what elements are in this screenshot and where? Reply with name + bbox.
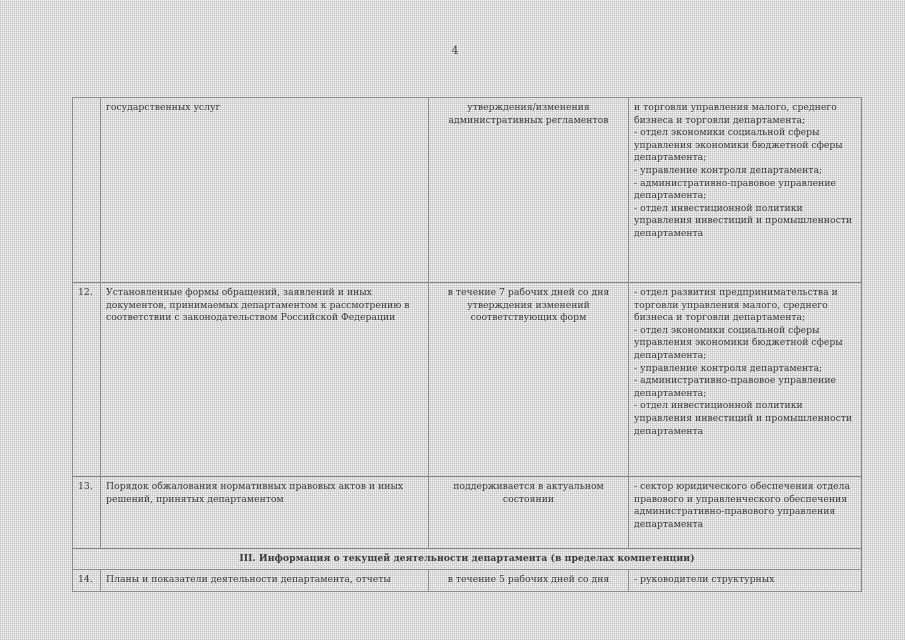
info-name-cell: Планы и показатели деятельности департамента, отчеты bbox=[101, 569, 429, 591]
responsible-cell: - сектор юридического обеспечения отдела правового и управленческого обеспечения административно-правового управления департамента bbox=[629, 477, 862, 549]
section-heading: III. Информация о текущей деятельности департамента (в пределах компетенции) bbox=[73, 549, 862, 570]
row-number: 14. bbox=[73, 569, 101, 591]
info-name-cell: государственных услуг bbox=[101, 98, 429, 283]
deadline-cell: утверждения/изменения административных регламентов bbox=[429, 98, 629, 283]
row-number: 13. bbox=[73, 477, 101, 549]
section-row bbox=[73, 549, 862, 570]
table-row bbox=[73, 569, 862, 591]
responsible-cell: и торговли управления малого, среднего бизнеса и торговли департамента; - отдел экономики социальной сферы управления экономики бюджетной сферы департамента; - управление контроля департамента; - административно-правовое управление департамента; - отдел инвестиционной политики управления инвестиций и промышленности департамента bbox=[629, 98, 862, 283]
info-name-cell: Порядок обжалования нормативных правовых актов и иных решений, принятых департаментом bbox=[101, 477, 429, 549]
row-number bbox=[73, 98, 101, 283]
info-name-cell: Установленные формы обращений, заявлений и иных документов, принимаемых департаментом к рассмотрению в соответствии с законодательством Российской Федерации bbox=[101, 283, 429, 477]
page-number: 4 bbox=[451, 44, 459, 57]
table-row bbox=[73, 98, 862, 283]
information-table bbox=[72, 97, 862, 592]
responsible-cell: - руководители структурных bbox=[629, 569, 862, 591]
deadline-cell: в течение 7 рабочих дней со дня утверждения изменений соответствующих форм bbox=[429, 283, 629, 477]
table-row bbox=[73, 477, 862, 549]
deadline-cell: поддерживается в актуальном состоянии bbox=[429, 477, 629, 549]
row-number: 12. bbox=[73, 283, 101, 477]
responsible-cell: - отдел развития предпринимательства и торговли управления малого, среднего бизнеса и торговли департамента; - отдел экономики социальной сферы управления экономики бюджетной сферы департамента; - управление контроля департамента; - административно-правовое управление департамента; - отдел инвестиционной политики управления инвестиций и промышленности департамента bbox=[629, 283, 862, 477]
table-row bbox=[73, 283, 862, 477]
deadline-cell: в течение 5 рабочих дней со дня bbox=[429, 569, 629, 591]
